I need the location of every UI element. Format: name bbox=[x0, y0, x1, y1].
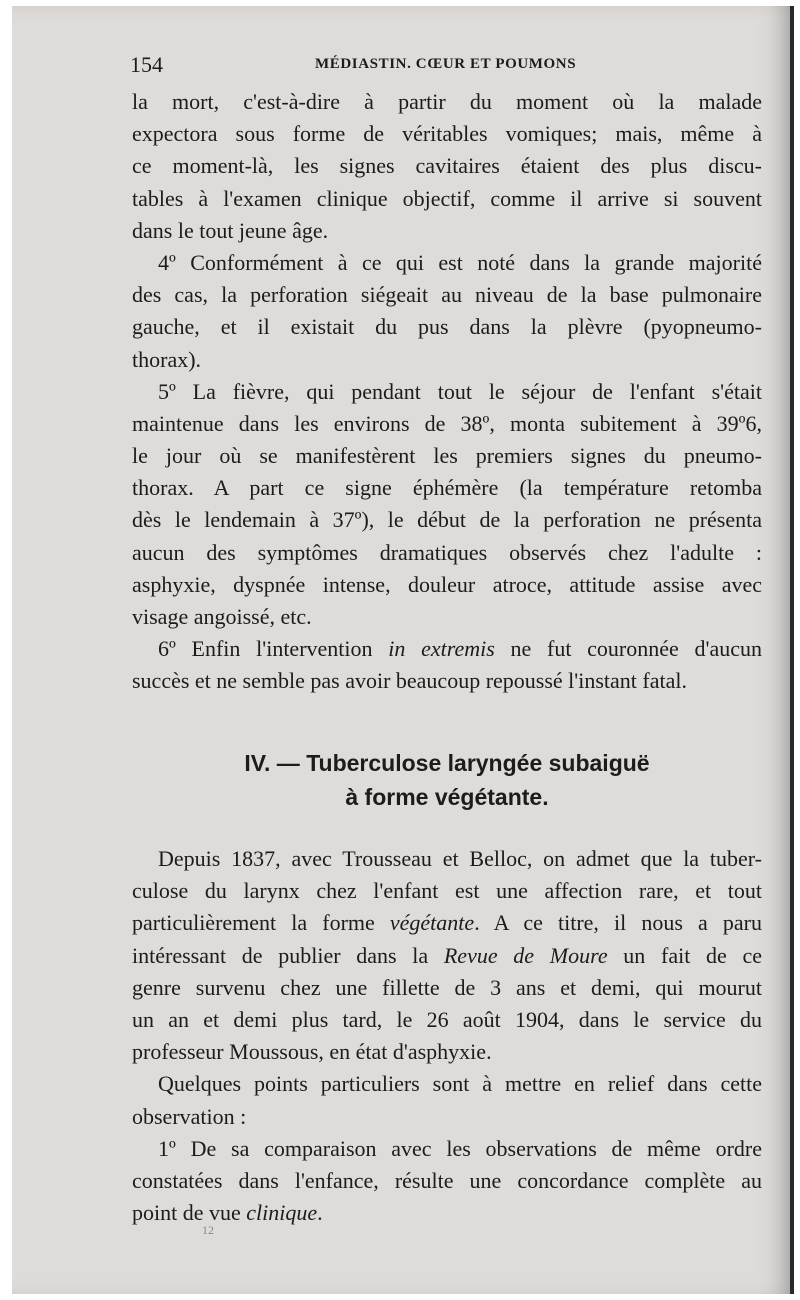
italic-term: in extremis bbox=[388, 636, 495, 662]
text-line: observation : bbox=[132, 1103, 247, 1129]
text-line: professeur Moussous, en état d'asphyxie. bbox=[132, 1039, 492, 1065]
text-line: aucun des symptômes dramatiques observés chez l'adulte : bbox=[132, 539, 762, 565]
italic-term: végétante bbox=[389, 910, 475, 936]
section-title: IV. — Tuberculose laryngée subaiguë bbox=[244, 750, 650, 776]
text-line: succès et ne semble pas avoir beaucoup repoussé l'instant fatal. bbox=[132, 668, 687, 694]
text-line bbox=[132, 907, 762, 939]
text-line: Depuis 1837, avec Trousseau et Belloc, on admet que la tuber- bbox=[158, 846, 762, 871]
text-line: ce moment-là, les signes cavitaires étaient des plus discu- bbox=[132, 153, 762, 179]
section-subtitle: à forme végétante. bbox=[345, 784, 549, 810]
text-segment: ne fut couronnée d'aucun bbox=[510, 636, 762, 662]
text-segment: 6º Enfin l'intervention bbox=[158, 636, 373, 662]
text-line: la mort, c'est-à-dire à partir du moment où la malade bbox=[132, 89, 762, 114]
text-line: 5º La fièvre, qui pendant tout le séjour de l'enfant s'était bbox=[158, 378, 762, 404]
text-line: un an et demi plus tard, le 26 août 1904, dans le service du bbox=[132, 1006, 762, 1032]
text-line: genre survenu chez une fillette de 3 ans et demi, qui mourut bbox=[132, 974, 762, 1000]
text-line: tables à l'examen clinique objectif, comme il arrive si souvent bbox=[132, 185, 762, 211]
text-line: expectora sous forme de véritables vomiques; mais, même à bbox=[132, 121, 762, 147]
text-line: constatées dans l'enfance, résulte une concordance complète au bbox=[132, 1167, 762, 1193]
italic-term: Revue de Moure bbox=[443, 942, 608, 968]
page-number: 154 bbox=[130, 52, 163, 77]
text-line: dans le tout jeune âge. bbox=[132, 217, 329, 243]
text-segment: . A ce titre, il nous a paru bbox=[474, 910, 762, 936]
text-segment: un fait de ce bbox=[623, 942, 762, 968]
italic-term: clinique bbox=[246, 1200, 318, 1226]
text-segment: point de vue bbox=[132, 1200, 241, 1226]
text-line: thorax). bbox=[132, 346, 202, 372]
body-text-top bbox=[132, 86, 762, 698]
page-header bbox=[130, 52, 762, 80]
text-line: Quelques points particuliers sont à mettre en relief dans cette bbox=[158, 1071, 762, 1097]
text-segment: . bbox=[317, 1200, 323, 1226]
text-segment: particulièrement la forme bbox=[132, 910, 375, 936]
text-line bbox=[132, 940, 762, 972]
text-line: thorax. A part ce signe éphémère (la température retomba bbox=[132, 475, 762, 501]
text-line: des cas, la perforation siégeait au niveau de la base pulmonaire bbox=[132, 282, 762, 308]
text-line: dès le lendemain à 37º), le début de la perforation ne présenta bbox=[132, 507, 762, 533]
text-line: 1º De sa comparaison avec les observations de même ordre bbox=[158, 1135, 762, 1161]
body-text-bottom bbox=[132, 843, 762, 1229]
text-line: maintenue dans les environs de 38º, monta subitement à 39º6, bbox=[132, 410, 762, 436]
text-line: culose du larynx chez l'enfant est une affection rare, et tout bbox=[132, 878, 762, 904]
text-segment: intéressant de publier dans la bbox=[132, 942, 429, 968]
text-line: 4º Conformément à ce qui est noté dans la grande majorité bbox=[158, 249, 762, 275]
running-head: MÉDIASTIN. CŒUR ET POUMONS bbox=[315, 56, 577, 72]
text-line bbox=[132, 1197, 762, 1229]
text-line bbox=[132, 633, 762, 665]
text-line: gauche, et il existait du pus dans la plèvre (pyopneumo- bbox=[132, 314, 762, 340]
text-line: le jour où se manifestèrent les premiers signes du pneumo- bbox=[132, 443, 762, 469]
signature-mark: 12 bbox=[202, 1223, 214, 1237]
text-line: asphyxie, dyspnée intense, douleur atroce, attitude assise avec bbox=[132, 571, 762, 597]
text-line: visage angoissé, etc. bbox=[132, 604, 312, 629]
